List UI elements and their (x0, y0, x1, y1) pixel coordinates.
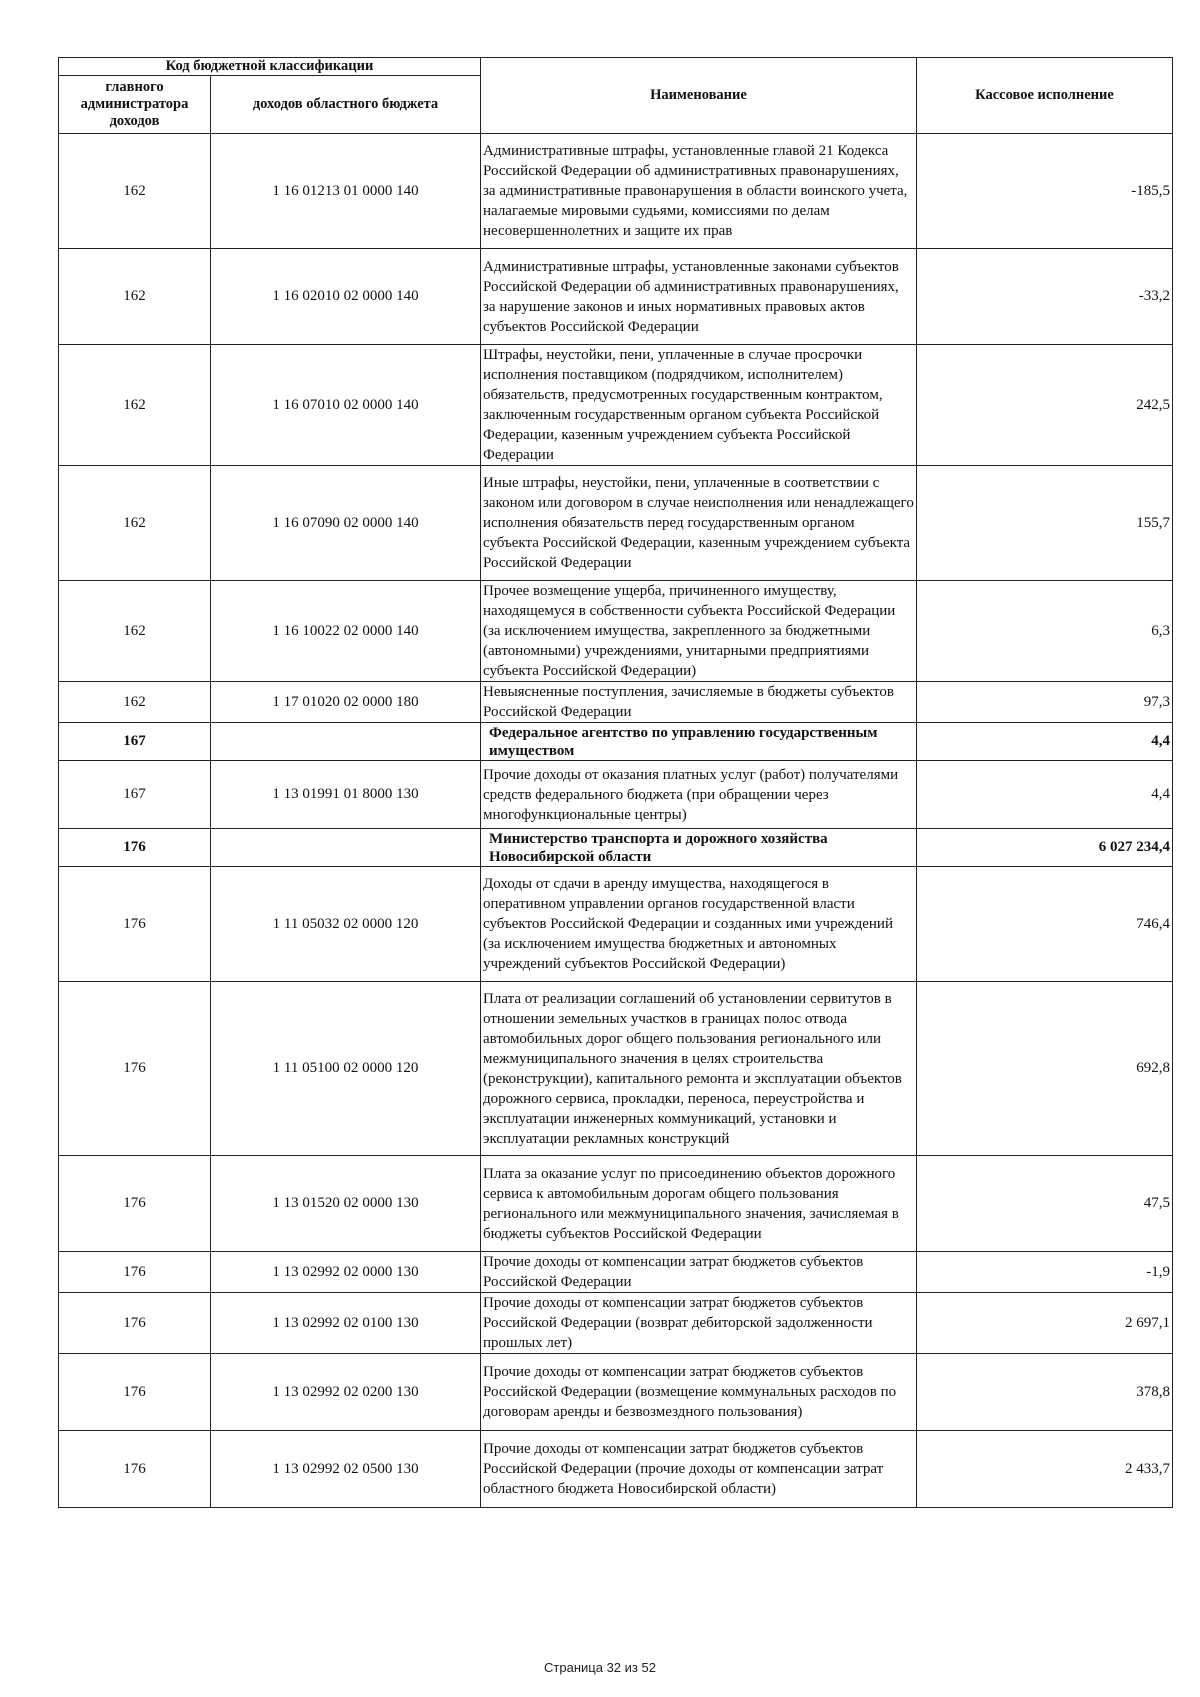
admin-code-cell: 176 (59, 867, 211, 982)
admin-code-cell: 162 (59, 345, 211, 466)
execution-value-cell: -33,2 (917, 249, 1173, 345)
name-cell: Иные штрафы, неустойки, пени, уплаченные в соответствии с законом или договором в случае неисполнения или ненадлежащего исполнения обязательств перед государственным органом субъекта Российской Федерации, казенным учреждением субъекта Российской Федерации (481, 466, 917, 581)
income-code-cell: 1 13 02992 02 0100 130 (211, 1293, 481, 1354)
page-number: Страница 32 из 52 (544, 1660, 656, 1675)
income-code-cell: 1 11 05100 02 0000 120 (211, 982, 481, 1156)
name-cell: Доходы от сдачи в аренду имущества, находящегося в оперативном управлении органов государственной власти субъектов Российской Федерации и созданных ими учреждений (за исключением имущества бюджетных и автономных учреждений субъектов Российской Федерации) (481, 867, 917, 982)
income-code-cell: 1 13 01520 02 0000 130 (211, 1156, 481, 1252)
table-row (59, 982, 1173, 1156)
admin-code-cell: 162 (59, 682, 211, 723)
table-row (59, 1431, 1173, 1508)
table-row (59, 466, 1173, 581)
admin-code-cell: 167 (59, 723, 211, 761)
income-code-cell: 1 13 02992 02 0500 130 (211, 1431, 481, 1508)
table-row (59, 1252, 1173, 1293)
execution-value-cell: 4,4 (917, 761, 1173, 829)
admin-column-header: главного администратора доходов (59, 76, 211, 134)
execution-value-cell: 378,8 (917, 1354, 1173, 1431)
name-cell: Прочие доходы от компенсации затрат бюджетов субъектов Российской Федерации (возврат дебиторской задолженности прошлых лет) (481, 1293, 917, 1354)
income-code-cell: 1 11 05032 02 0000 120 (211, 867, 481, 982)
execution-value-cell: 692,8 (917, 982, 1173, 1156)
name-cell: Невыясненные поступления, зачисляемые в бюджеты субъектов Российской Федерации (481, 682, 917, 723)
execution-value-cell: 746,4 (917, 867, 1173, 982)
admin-code-cell: 162 (59, 581, 211, 682)
name-cell: Административные штрафы, установленные законами субъектов Российской Федерации об административных правонарушениях, за нарушение законов и иных нормативных правовых актов субъектов Российской Федерации (481, 249, 917, 345)
admin-code-cell: 162 (59, 134, 211, 249)
income-code-cell (211, 723, 481, 761)
income-code-cell: 1 16 07010 02 0000 140 (211, 345, 481, 466)
income-code-cell: 1 13 01991 01 8000 130 (211, 761, 481, 829)
table-row (59, 1293, 1173, 1354)
income-code-cell (211, 829, 481, 867)
income-column-header: доходов областного бюджета (211, 76, 481, 134)
execution-value-cell: 4,4 (917, 723, 1173, 761)
table-row (59, 1354, 1173, 1431)
admin-code-cell: 176 (59, 982, 211, 1156)
execution-column-header: Кассовое исполнение (917, 58, 1173, 134)
execution-value-cell: 242,5 (917, 345, 1173, 466)
name-column-header: Наименование (481, 58, 917, 134)
name-cell: Штрафы, неустойки, пени, уплаченные в случае просрочки исполнения поставщиком (подрядчиком, исполнителем) обязательств, предусмотренных государственным контрактом, заключенным государственным органом субъекта Российской Федерации, казенным учреждением субъекта Российской Федерации (481, 345, 917, 466)
name-cell: Прочие доходы от компенсации затрат бюджетов субъектов Российской Федерации (возмещение коммунальных расходов по договорам аренды и безвозмездного пользования) (481, 1354, 917, 1431)
admin-code-cell: 167 (59, 761, 211, 829)
name-cell: Плата за оказание услуг по присоединению объектов дорожного сервиса к автомобильным дорогам общего пользования регионального или межмуниципального значения, зачисляемая в бюджеты субъектов Российской Федерации (481, 1156, 917, 1252)
name-cell: Федеральное агентство по управлению государственным имуществом (481, 723, 917, 761)
name-cell: Административные штрафы, установленные главой 21 Кодекса Российской Федерации об административных правонарушениях, за административные правонарушения в области воинского учета, налагаемые мировыми судьями, комиссиями по делам несовершеннолетних и защите их прав (481, 134, 917, 249)
admin-code-cell: 176 (59, 1156, 211, 1252)
table-row (59, 867, 1173, 982)
table-row (59, 134, 1173, 249)
table-row (59, 345, 1173, 466)
income-code-cell: 1 13 02992 02 0000 130 (211, 1252, 481, 1293)
execution-value-cell: 6,3 (917, 581, 1173, 682)
income-code-cell: 1 16 01213 01 0000 140 (211, 134, 481, 249)
execution-value-cell: 2 433,7 (917, 1431, 1173, 1508)
name-cell: Прочее возмещение ущерба, причиненного имуществу, находящемуся в собственности субъекта Российской Федерации (за исключением имущества, закрепленного за бюджетными (автономными) учреждениями, унитарными предприятиями субъекта Российской Федерации) (481, 581, 917, 682)
table-row (59, 581, 1173, 682)
income-code-cell: 1 16 10022 02 0000 140 (211, 581, 481, 682)
budget-code-header: Код бюджетной классификации (59, 58, 481, 76)
execution-value-cell: 6 027 234,4 (917, 829, 1173, 867)
admin-code-cell: 162 (59, 249, 211, 345)
admin-code-cell: 176 (59, 1252, 211, 1293)
execution-value-cell: 2 697,1 (917, 1293, 1173, 1354)
table-row (59, 682, 1173, 723)
execution-value-cell: 155,7 (917, 466, 1173, 581)
table-row (59, 249, 1173, 345)
execution-value-cell: -185,5 (917, 134, 1173, 249)
section-row (59, 723, 1173, 761)
admin-code-cell: 176 (59, 1354, 211, 1431)
execution-value-cell: 97,3 (917, 682, 1173, 723)
table-row (59, 1156, 1173, 1252)
admin-code-cell: 176 (59, 1431, 211, 1508)
execution-value-cell: 47,5 (917, 1156, 1173, 1252)
name-cell: Плата от реализации соглашений об установлении сервитутов в отношении земельных участков в границах полос отвода автомобильных дорог общего пользования регионального или межмуниципального значения в целях строительства (реконструкции), капитального ремонта и эксплуатации объектов дорожного сервиса, прокладки, переноса, переустройства и эксплуатации инженерных коммуникаций, установки и эксплуатации рекламных конструкций (481, 982, 917, 1156)
income-code-cell: 1 17 01020 02 0000 180 (211, 682, 481, 723)
name-cell: Министерство транспорта и дорожного хозяйства Новосибирской области (481, 829, 917, 867)
execution-value-cell: -1,9 (917, 1252, 1173, 1293)
admin-code-cell: 176 (59, 829, 211, 867)
table-row (59, 761, 1173, 829)
name-cell: Прочие доходы от оказания платных услуг (работ) получателями средств федерального бюджета (при обращении через многофункциональные центры) (481, 761, 917, 829)
income-code-cell: 1 16 07090 02 0000 140 (211, 466, 481, 581)
section-row (59, 829, 1173, 867)
income-code-cell: 1 16 02010 02 0000 140 (211, 249, 481, 345)
name-cell: Прочие доходы от компенсации затрат бюджетов субъектов Российской Федерации (прочие доходы от компенсации затрат областного бюджета Новосибирской области) (481, 1431, 917, 1508)
budget-table (58, 57, 1173, 1508)
admin-code-cell: 176 (59, 1293, 211, 1354)
admin-code-cell: 162 (59, 466, 211, 581)
name-cell: Прочие доходы от компенсации затрат бюджетов субъектов Российской Федерации (481, 1252, 917, 1293)
income-code-cell: 1 13 02992 02 0200 130 (211, 1354, 481, 1431)
